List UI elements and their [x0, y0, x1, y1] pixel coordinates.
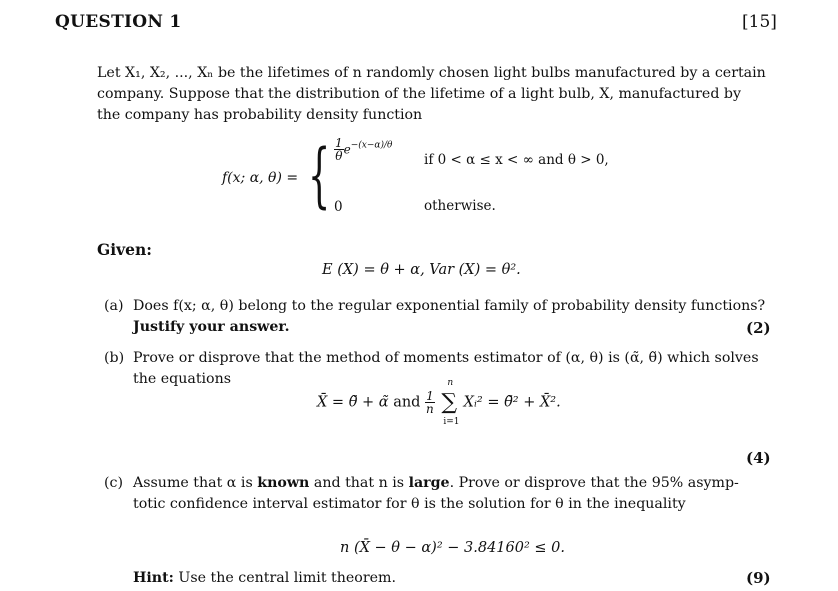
part-c-inequality: n (X̄ − θ − α)² − 3.84160² ≤ 0. [340, 540, 565, 556]
sum-sigma-icon: ∑ n i=1 [441, 378, 460, 427]
pdf-case1-value [334, 137, 392, 162]
pdf-case1-sup: −(x−α)/θ [350, 140, 393, 151]
part-c-hint [133, 570, 396, 586]
question-marks: [15] [742, 12, 777, 32]
part-b-marks: (4) [746, 449, 771, 467]
part-c-marks: (9) [746, 569, 771, 587]
pdf-case1-num: 1 [335, 136, 343, 150]
part-a-line-2: Justify your answer. [133, 319, 290, 335]
part-b-eq-right: Xᵢ² = θ̃² + X̄². [463, 394, 561, 411]
part-b-eq-frac-num: 1 [426, 389, 434, 403]
pdf-lhs: f(x; α, θ) = [222, 170, 299, 186]
part-a-line-1: Does f(x; α, θ) belong to the regular exponential family of probability density functions? [133, 298, 766, 314]
part-c-line-1 [133, 475, 739, 491]
part-b-eq-and: and [393, 394, 421, 411]
part-b-line-1: Prove or disprove that the method of moments estimator of (α, θ) is (α̃, θ̃) which solves [133, 350, 759, 366]
part-b-equations [317, 378, 561, 427]
part-a-marks: (2) [746, 319, 771, 337]
pdf-brace: { [308, 134, 331, 216]
part-b-eq-fraction [425, 390, 435, 415]
intro-line-2: company. Suppose that the distribution of the lifetime of a light bulb, X, manufactured by [97, 86, 742, 102]
part-b-label: (b) [104, 350, 125, 366]
pdf-case1-fraction [334, 137, 344, 162]
pdf-case2-value: 0 [334, 199, 343, 215]
sum-lower-limit: i=1 [443, 417, 460, 427]
pdf-case2-condition: otherwise. [424, 198, 496, 214]
pdf-case1-den: θ [335, 149, 343, 163]
given-label: Given: [97, 240, 152, 259]
intro-line-3: the company has probability density function [97, 107, 423, 123]
part-c-line-1-mid: and that n is [309, 475, 409, 491]
hint-label: Hint: [133, 570, 174, 586]
part-b-eq-left: X̄ = θ̃ + α̃ [317, 394, 389, 411]
part-c-label: (c) [104, 475, 124, 491]
question-title: QUESTION 1 [55, 12, 182, 32]
part-b-eq-frac-den: n [426, 402, 434, 416]
part-c-line-1-pre: Assume that α is [133, 475, 258, 491]
pdf-case1-condition: if 0 < α ≤ x < ∞ and θ > 0, [424, 152, 609, 168]
sum-upper-limit: n [447, 378, 454, 388]
given-expectation: E (X) = θ + α, Var (X) = θ². [322, 262, 521, 278]
intro-paragraph [97, 63, 777, 126]
part-c-known: known [257, 475, 310, 491]
pdf-case1-exp: e [343, 142, 351, 157]
hint-text: Use the central limit theorem. [173, 570, 396, 586]
part-c-line-1-post: . Prove or disprove that the 95% asymp- [449, 475, 739, 491]
part-c-line-2: totic confidence interval estimator for θ is the solution for θ in the inequality [133, 496, 686, 512]
part-b-line-2: the equations [133, 371, 232, 387]
part-a-label: (a) [104, 298, 124, 314]
intro-line-1: Let X₁, X₂, ..., Xₙ be the lifetimes of n randomly chosen light bulbs manufactured by a certain [97, 65, 766, 81]
part-c-large: large [408, 475, 450, 491]
